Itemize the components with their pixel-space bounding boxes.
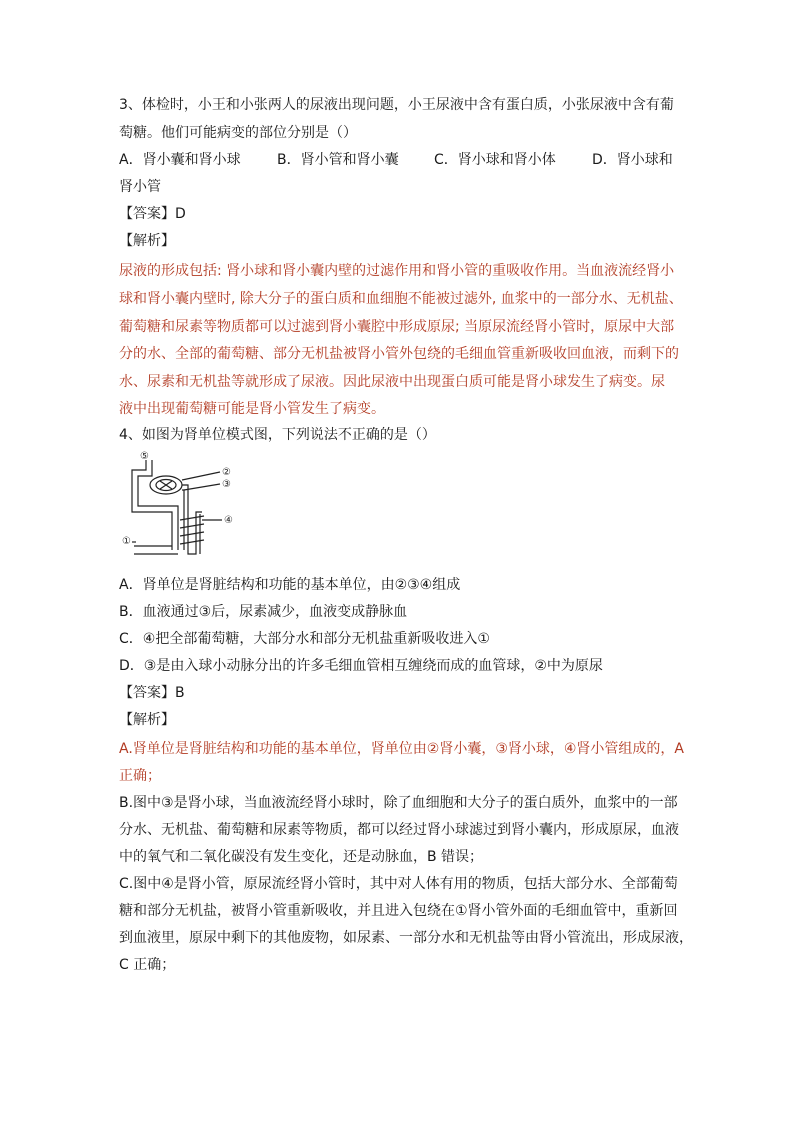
q3-stem-line-2: 萄糖。他们可能病变的部位分别是（） — [119, 125, 357, 141]
q3-option-d-continued: 肾小管 — [119, 179, 161, 195]
diagram-label-4: ④ — [224, 515, 233, 526]
q4-analysis-line-5: 中的氧气和二氧化碳没有发生变化，还是动脉血，B 错误； — [119, 849, 484, 865]
q4-analysis-line-9: C 正确； — [119, 957, 176, 973]
q3-analysis-line-3: 葡萄糖和尿素等物质都可以过滤到肾小囊腔中形成原尿; 当原尿流经肾小管时，原尿中大部 — [119, 319, 675, 335]
leader-2 — [182, 472, 220, 480]
leader-3 — [184, 484, 220, 490]
diagram-label-1: ① — [122, 536, 131, 547]
q3-analysis-line-4: 分的水、全部的葡萄糖、部分无机盐被肾小管外包绕的毛细血管重新吸收回血液，而剩下的 — [119, 346, 679, 362]
q4-option-c: C．④把全部葡萄糖，大部分水和部分无机盐重新吸收进入① — [119, 631, 490, 647]
q4-answer — [119, 684, 185, 702]
answer-label: 【答案】 — [119, 685, 175, 701]
q3-stem-line-1: 3、体检时，小王和小张两人的尿液出现问题，小王尿液中含有蛋白质，小张尿液中含有葡 — [119, 97, 674, 113]
vessel-1 — [134, 546, 178, 554]
q4-analysis-line-8: 到血液里，原尿中剩下的其他废物，如尿素、一部分水和无机盐等由肾小管流出，形成尿液， — [119, 930, 693, 946]
q4-stem: 4、如图为肾单位模式图，下列说法不正确的是（） — [119, 427, 436, 443]
q4-option-b: B．血液通过③后，尿素减少，血液变成静脉血 — [119, 604, 408, 620]
q4-analysis-line-3: B.图中③是肾小球，当血液流经肾小球时，除了血细胞和大分子的蛋白质外，血浆中的一部 — [119, 795, 678, 811]
q4-analysis-line-1: A.肾单位是肾脏结构和功能的基本单位，肾单位由②肾小囊，③肾小球，④肾小管组成的，A — [119, 741, 685, 757]
q3-option-c: C．肾小球和肾小体 — [434, 152, 556, 168]
q3-answer — [119, 205, 186, 223]
q3-option-b: B．肾小管和肾小囊 — [277, 152, 399, 168]
answer-value: D — [175, 206, 186, 222]
q4-analysis-line-4: 分水、无机盐、葡萄糖和尿素等物质，都可以经过肾小球滤过到肾小囊内，形成原尿，血液 — [119, 822, 679, 838]
answer-label: 【答案】 — [119, 206, 175, 222]
glomerulus-capillaries — [160, 481, 172, 489]
answer-value: B — [175, 685, 185, 701]
q4-analysis-line-6: C.图中④是肾小管，原尿流经肾小管时，其中对人体有用的物质，包括大部分水、全部葡萄 — [119, 876, 678, 892]
q4-analysis-label: 【解析】 — [119, 712, 175, 728]
q4-analysis-line-7: 糖和部分无机盐，被肾小管重新吸收，并且进入包绕在①肾小管外面的毛细血管中，重新回 — [119, 903, 678, 919]
q3-option-d: D．肾小球和 — [592, 152, 673, 168]
q4-option-d: D．③是由入球小动脉分出的许多毛细血管相互缠绕而成的血管球，②中为原尿 — [119, 658, 603, 674]
q3-analysis-line-6: 液中出现葡萄糖可能是肾小管发生了病变。 — [119, 401, 385, 417]
diagram-label-5: ⑤ — [140, 451, 149, 462]
q4-option-a: A．肾单位是肾脏结构和功能的基本单位，由②③④组成 — [119, 577, 461, 593]
q3-analysis-label: 【解析】 — [119, 233, 175, 249]
q4-analysis-line-2: 正确； — [119, 768, 161, 784]
diagram-label-3: ③ — [222, 479, 231, 490]
q3-option-a: A．肾小囊和肾小球 — [119, 152, 241, 168]
nephron-diagram — [122, 450, 252, 562]
q3-analysis-line-5: 水、尿素和无机盐等就形成了尿液。因此尿液中出现蛋白质可能是肾小球发生了病变。尿 — [119, 374, 665, 390]
diagram-label-2: ② — [222, 467, 231, 478]
q3-analysis-line-2: 球和肾小囊内壁时, 除大分子的蛋白质和血细胞不能被过滤外, 血浆中的一部分水、无机盐、 — [119, 291, 683, 307]
q3-analysis-line-1: 尿液的形成包括: 肾小球和肾小囊内壁的过滤作用和肾小管的重吸收作用。当血液流经肾小 — [119, 263, 675, 279]
